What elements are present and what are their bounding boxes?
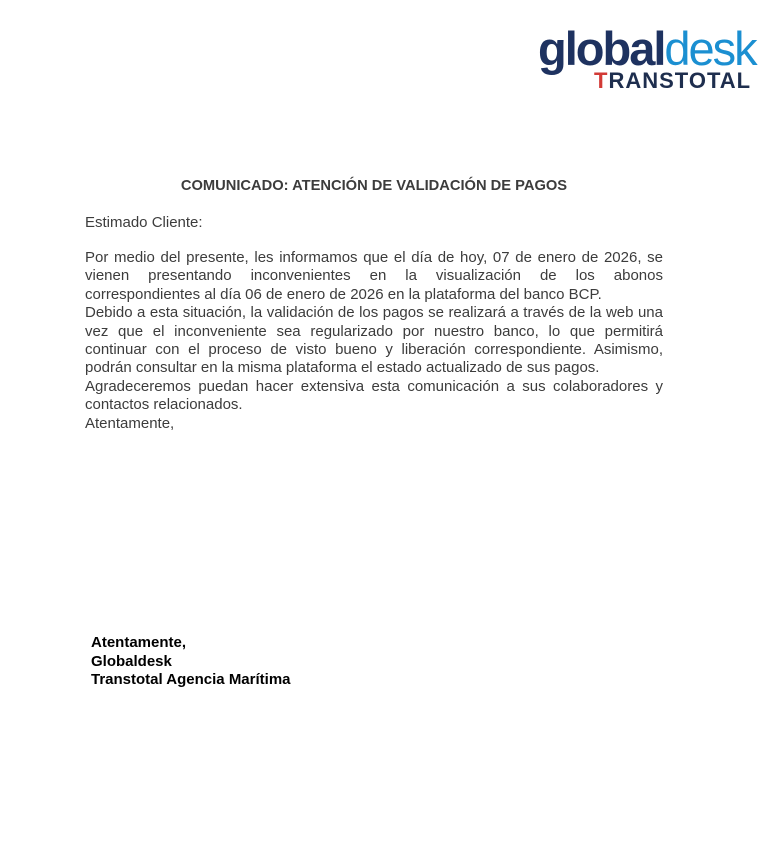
logo-wordmark: globaldesk: [538, 22, 756, 75]
paragraph: Atentamente,: [85, 414, 175, 432]
company-logo: [538, 20, 756, 94]
greeting: Estimado Cliente:: [85, 214, 203, 231]
paragraph: Debido a esta situación, la validación de los pagos se realizará a través de la web una vez que el inconveniente sea regularizado por nuestro banco, lo que permitirá continuar con el proceso de visto bueno y liberación correspondiente. Asimismo, podrán consultar en la misma plataforma el estado actualizado de sus pagos.: [85, 304, 663, 377]
signature-line: Globaldesk: [91, 652, 172, 670]
document-body: [85, 249, 663, 433]
paragraph: Agradeceremos puedan hacer extensiva esta comunicación a sus colaboradores y contactos relacionados.: [85, 377, 663, 414]
document-title: COMUNICADO: ATENCIÓN DE VALIDACIÓN DE PAGOS: [180, 178, 568, 194]
signature-block: [91, 634, 291, 690]
paragraph: Por medio del presente, les informamos que el día de hoy, 07 de enero de 2026, se vienen presentando inconvenientes en la visualización de los abonos correspondientes al día 06 de enero de 2026 en la plataforma del banco BCP.: [85, 249, 663, 303]
signature-line: Atentamente,: [91, 634, 187, 651]
signature-line: Transtotal Agencia Marítima: [91, 671, 291, 688]
logo-subbrand: TRANSTOTAL: [594, 68, 752, 93]
